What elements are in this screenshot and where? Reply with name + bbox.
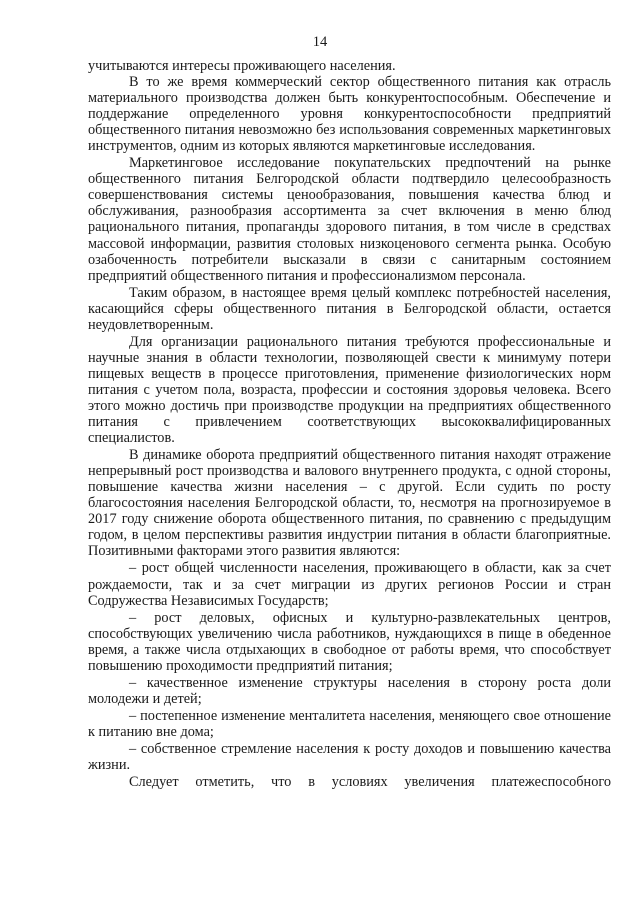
paragraph-commercial-sector: В то же время коммерческий сектор общественного питания как отрасль материального производства должен быть конкурентоспособным. Обеспечение и поддержание определенного уровня конкурентоспособности предприятий общественного питания невозможно без использования современных маркетинговых инструментов, одним из которых являются маркетинговые исследования. [88,74,611,155]
list-item-mentality-change: – постепенное изменение менталитета населения, меняющего свое отношение к питанию вне дома; [88,707,611,740]
paragraph-marketing-research: Маркетинговое исследование покупательских предпочтений на рынке общественного питания Белгородской области подтвердило целесообразность совершенствования системы ценообразования, повышения качества блюд и обслуживания, разнообразия ассортимента за счет включения в меню блюд рационального питания, пропаганды здорового питания, в том числе в средствах массовой информации, развития столовых низкоценового сегмента рынка. Особую озабоченность потребители высказали в связи с санитарным состоянием предприятий общественного питания и профессионализмом персонала. [88,155,611,284]
list-item-income-growth: – собственное стремление населения к росту доходов и повышению качества жизни. [88,740,611,774]
paragraph-conclusion: Таким образом, в настоящее время целый комплекс потребностей населения, касающийся сферы общественного питания в Белгородской области, остается неудовлетворенным. [88,284,611,333]
list-item-population-structure: – качественное изменение структуры населения в сторону роста доли молодежи и детей; [88,674,611,707]
list-item-business-centers: – рост деловых, офисных и культурно-развлекательных центров, способствующих увеличению числа работников, нуждающихся в пище в обеденное время, а также числа отдыхающих в свободное от работы время, что способствует повышению проходимости предприятий питания; [88,609,611,674]
page-number: 14 [312,34,328,50]
paragraph-rational-nutrition: Для организации рационального питания требуются профессиональные и научные знания в области технологии, позволяющей свести к минимуму потери пищевых веществ в процессе приготовления, применение физиологических норм питания с учетом пола, возраста, профессии и состояния здоровья человека. Всего этого можно достичь при производстве продукции на предприятиях общественного питания с привлечением соответствующих высококвалифицированных специалистов. [88,333,611,447]
list-item-population-growth: – рост общей численности населения, проживающего в области, как за счет рождаемости, так и за счет миграции из других регионов России и стран Содружества Независимых Государств; [88,560,611,609]
paragraph-continuation: учитываются интересы проживающего населения. [88,58,396,74]
body-text [88,58,611,790]
paragraph-final: Следует отметить, что в условиях увеличения платежеспособного [129,774,611,791]
paragraph-turnover-dynamics: В динамике оборота предприятий общественного питания находят отражение непрерывный рост производства и валового внутреннего продукта, с одной стороны, повышение качества жизни населения – с другой. Если судить по росту благосостояния населения Белгородской области, то, несмотря на прогнозируемое в 2017 году снижение оборота общественного питания, по сравнению с предыдущим годом, в целом перспективы развития индустрии питания в области благоприятные. Позитивными факторами этого развития являются: [88,447,611,560]
